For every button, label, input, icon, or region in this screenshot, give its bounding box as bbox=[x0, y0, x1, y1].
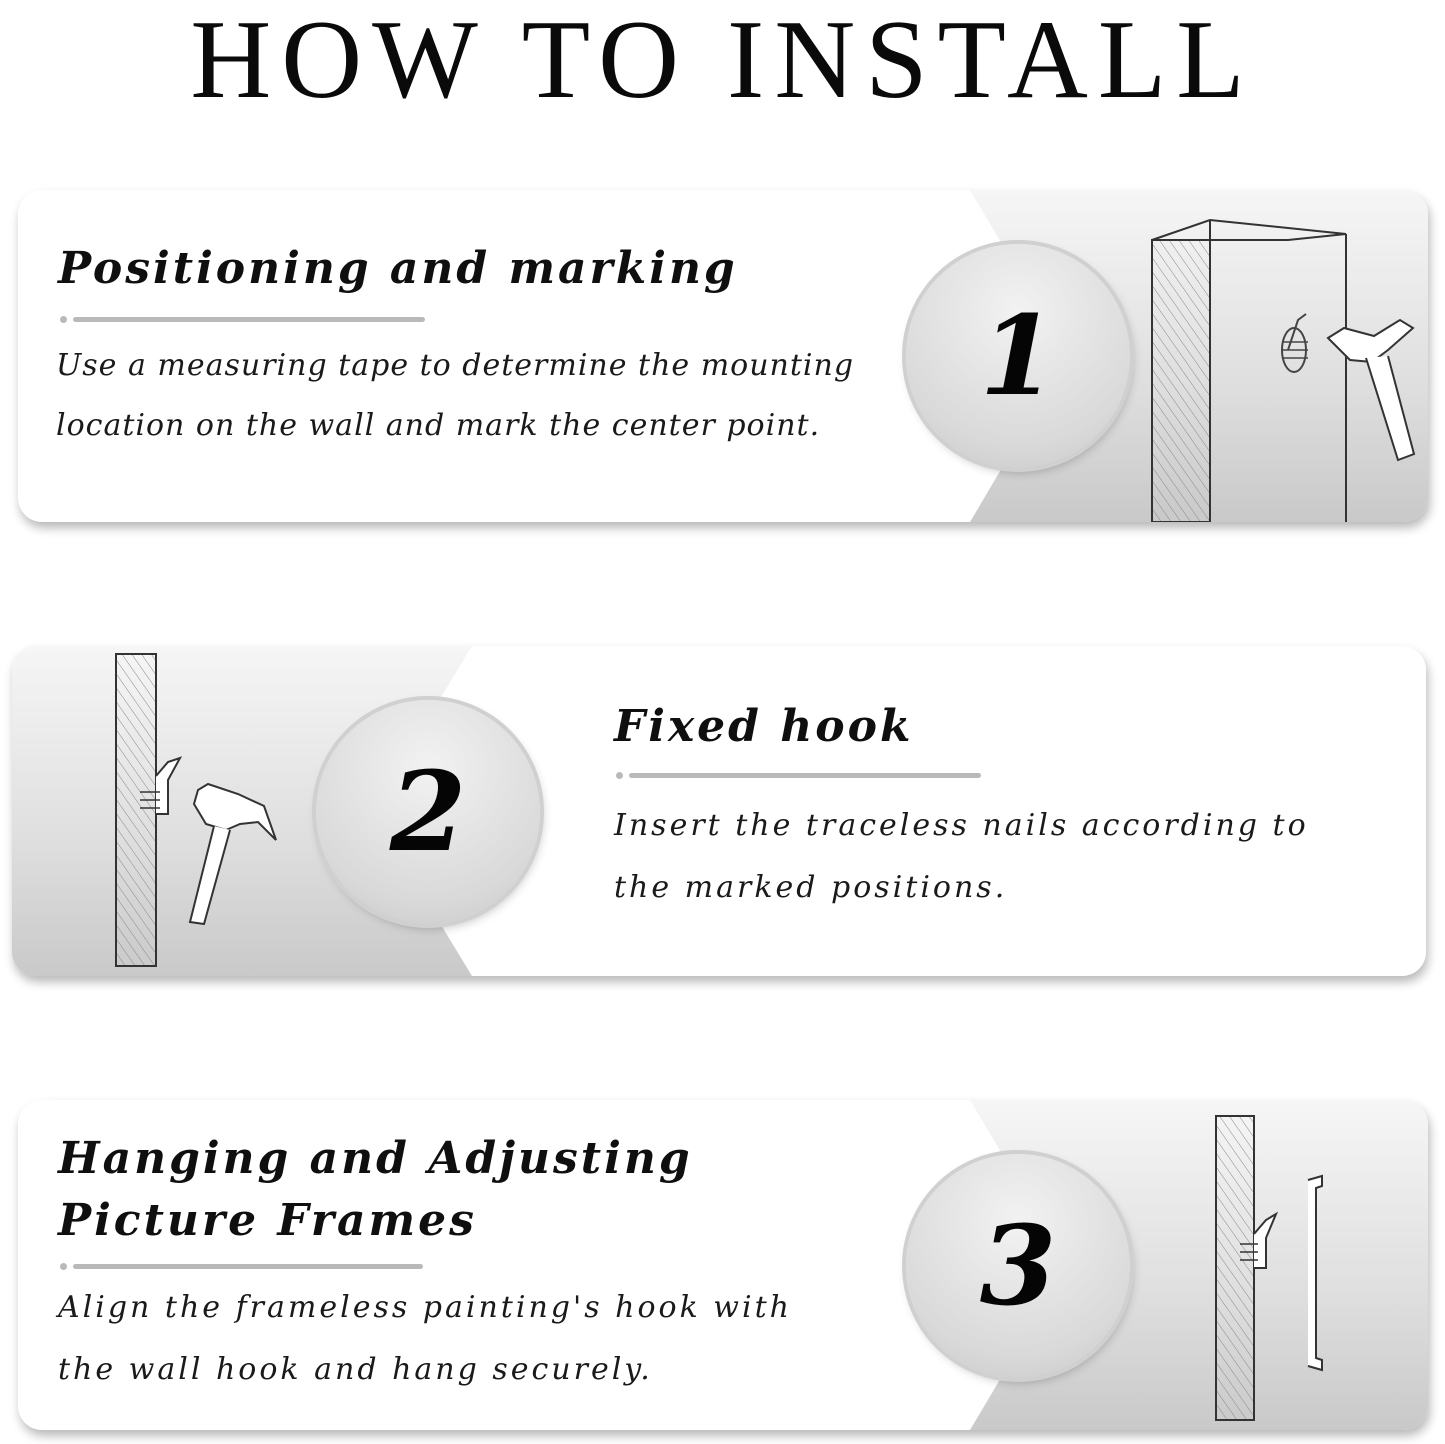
step-text-line: Insert the traceless nails according to bbox=[614, 808, 1309, 843]
step-number: 1 bbox=[979, 291, 1057, 420]
wall-hook-hammer-icon bbox=[1138, 210, 1428, 522]
title-divider bbox=[73, 317, 425, 322]
picture-frame-hook-icon bbox=[1208, 1114, 1348, 1424]
step-number-badge bbox=[906, 244, 1130, 468]
title-divider bbox=[629, 773, 981, 778]
hammer-nail-icon bbox=[102, 654, 292, 968]
step-title: Fixed hook bbox=[614, 701, 914, 752]
divider-dot bbox=[616, 772, 623, 779]
step-card-2 bbox=[12, 646, 1426, 976]
step-title: Hanging and Adjusting bbox=[58, 1133, 693, 1184]
divider-dot bbox=[60, 1263, 67, 1270]
step-text-line: Use a measuring tape to determine the mounting bbox=[56, 348, 855, 383]
step-card-1 bbox=[18, 190, 1428, 522]
step-text-line: Align the frameless painting's hook with bbox=[58, 1290, 792, 1325]
step-text-line: the marked positions. bbox=[614, 870, 1008, 905]
step-text-line: the wall hook and hang securely. bbox=[58, 1352, 653, 1387]
step-number-badge bbox=[316, 700, 540, 924]
step-number: 2 bbox=[389, 747, 467, 876]
title-divider bbox=[73, 1264, 423, 1269]
step-title: Positioning and marking bbox=[58, 243, 738, 294]
divider-dot bbox=[60, 316, 67, 323]
step-number: 3 bbox=[979, 1201, 1057, 1330]
step-card-3 bbox=[18, 1100, 1428, 1430]
page-title: HOW TO INSTALL bbox=[190, 0, 1255, 122]
step-number-badge bbox=[906, 1154, 1130, 1378]
step-title: Picture Frames bbox=[58, 1195, 477, 1246]
step-text-line: location on the wall and mark the center point. bbox=[56, 408, 821, 443]
